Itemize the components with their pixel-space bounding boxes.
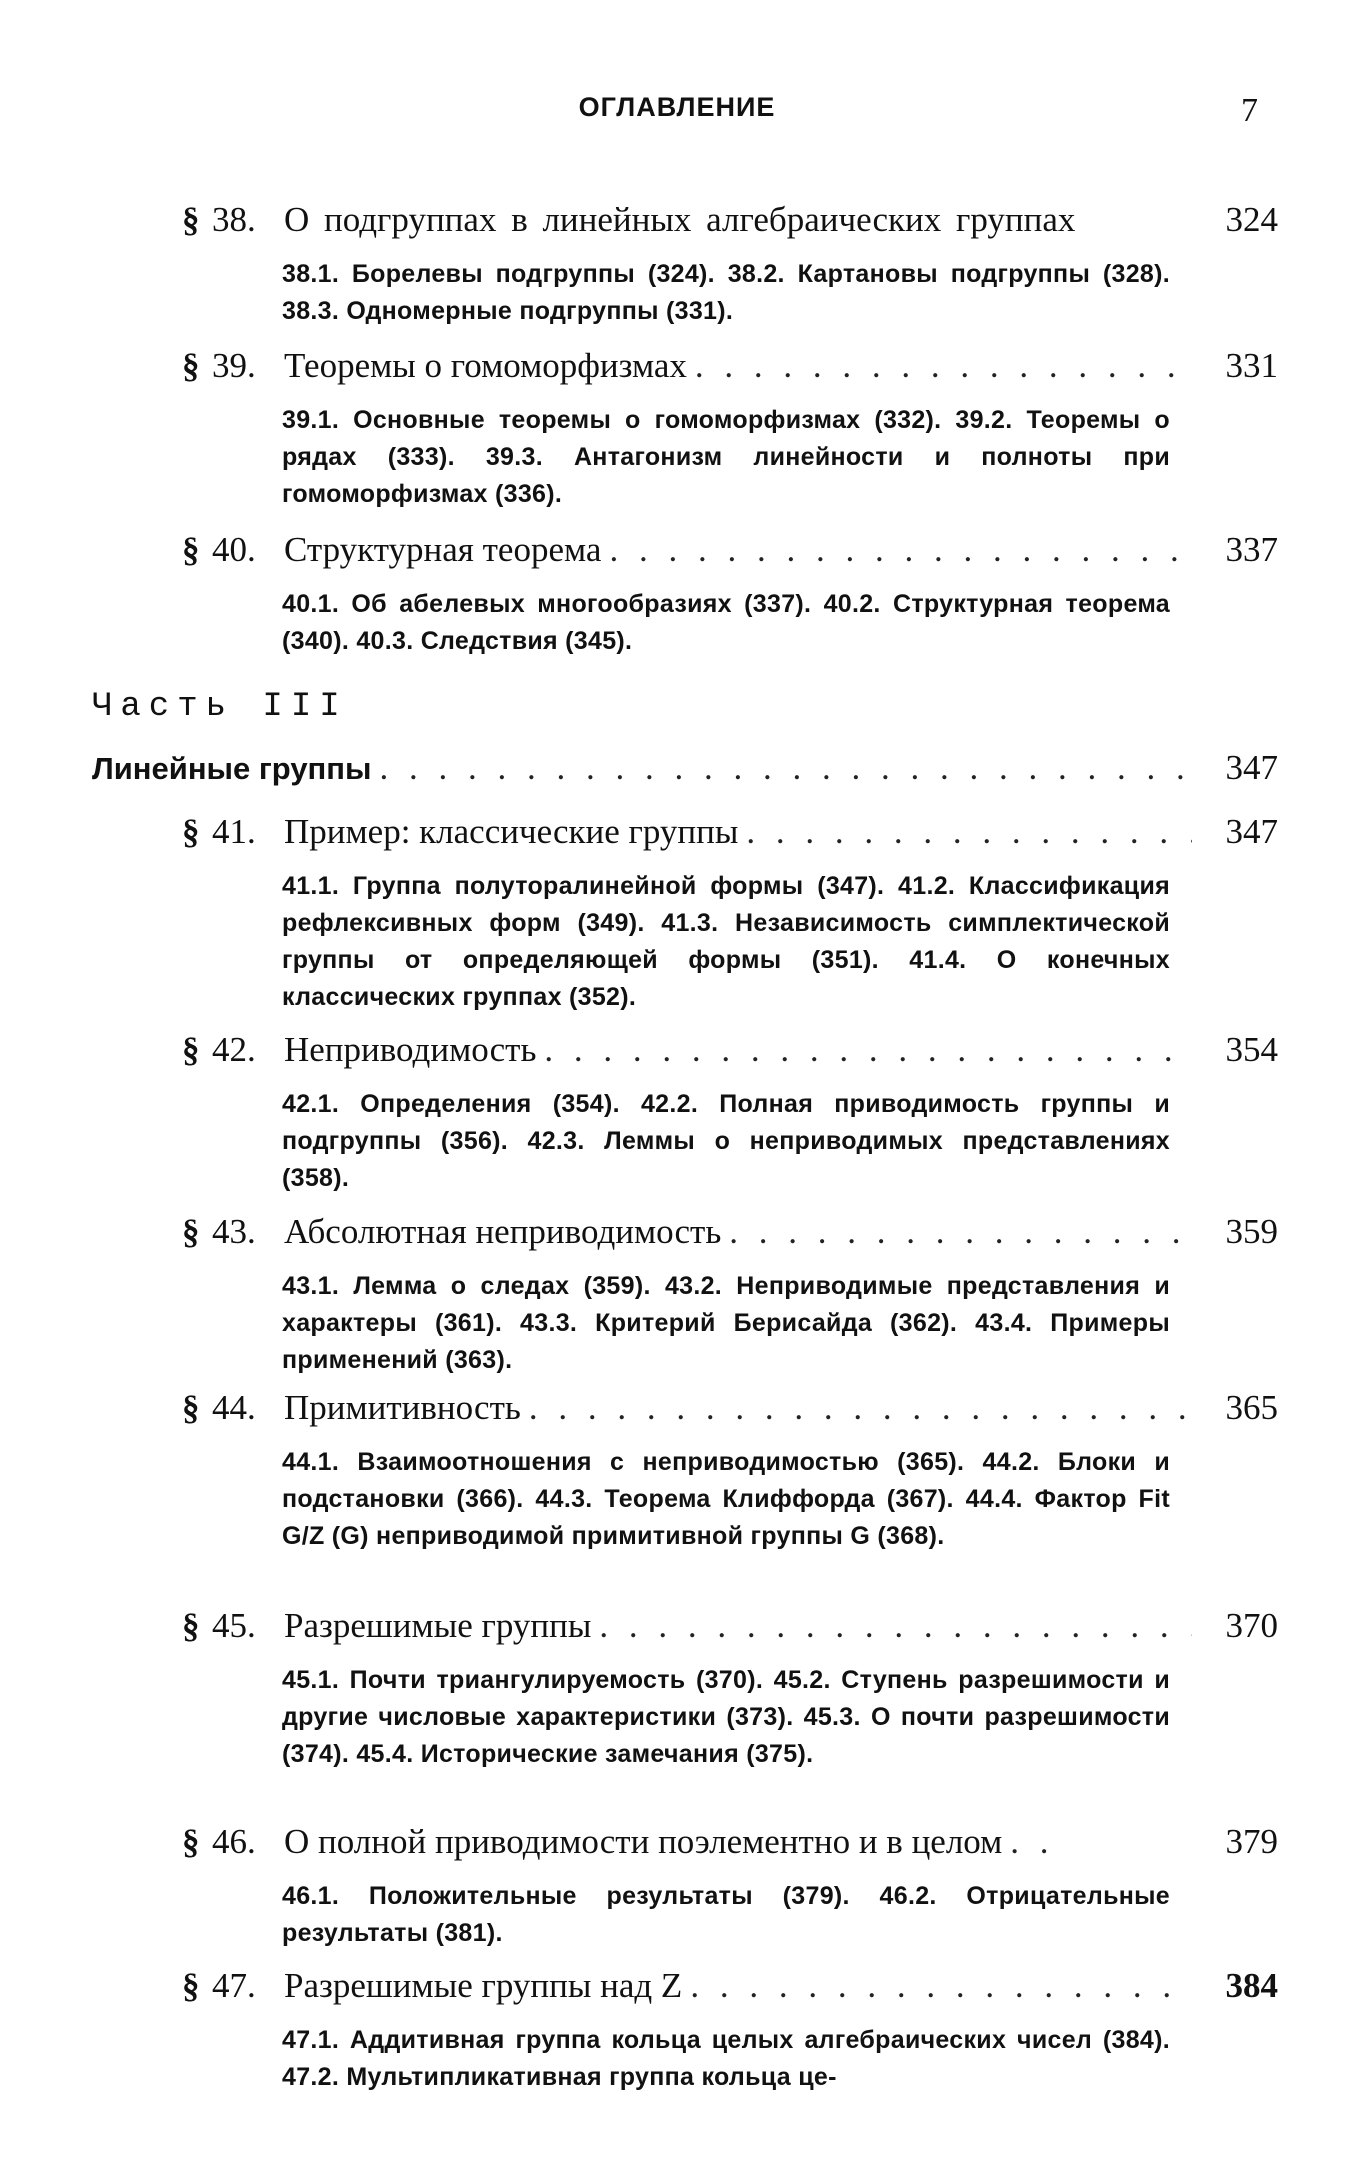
dot-leader [1010, 1822, 1070, 1862]
section-page: 331 [1225, 346, 1278, 385]
toc-entry-38[interactable] [182, 200, 1278, 240]
section-number: 45. [212, 1606, 256, 1645]
section-sign: § [182, 812, 200, 851]
section-sign: § [182, 1388, 200, 1427]
section-page: 365 [1225, 1388, 1278, 1427]
section-sign: § [182, 346, 200, 385]
section-number: 41. [212, 812, 256, 851]
dot-leader [529, 1388, 1192, 1428]
section-page: 384 [1225, 1966, 1278, 2005]
section-page: 324 [1225, 200, 1278, 239]
page-number: 7 [1241, 92, 1258, 129]
toc-subsections-43: 43.1. Лемма о следах (359). 43.2. Неприводимые представления и характеры (361). 43.3. Критерий Берисайда (362). 43.4. Примеры применений (363). [282, 1272, 1170, 1374]
toc-subsections-39: 39.1. Основные теоремы о гомоморфизмах (332). 39.2. Теоремы о рядах (333). 39.3. Антагонизм линейности и полноты при гомоморфизмах (336). [282, 406, 1170, 508]
toc-subsections-38: 38.1. Борелевы подгруппы (324). 38.2. Картановы подгруппы (328). 38.3. Одномерные подгруппы (331). [282, 260, 1170, 325]
section-title: Пример: классические группы [284, 812, 739, 851]
part-page: 347 [1225, 748, 1278, 787]
dot-leader [729, 1212, 1192, 1252]
section-page: 337 [1225, 530, 1278, 569]
running-header-title: ОГЛАВЛЕНИЕ [578, 92, 776, 122]
toc-entry-47[interactable] [182, 1966, 1278, 2006]
section-title: Структурная теорема [284, 530, 602, 569]
section-title: Примитивность [284, 1388, 521, 1427]
dot-leader [695, 346, 1192, 386]
toc-part-entry[interactable] [92, 748, 1278, 788]
section-title: Абсолютная неприводимость [284, 1212, 722, 1251]
section-page: 379 [1225, 1822, 1278, 1861]
dot-leader [544, 1030, 1192, 1070]
dot-leader [690, 1966, 1192, 2006]
toc-entry-44[interactable] [182, 1388, 1278, 1428]
section-number: 40. [212, 530, 256, 569]
section-sign: § [182, 1966, 200, 2005]
part-title: Линейные группы [92, 751, 372, 786]
toc-entry-39[interactable] [182, 346, 1278, 386]
section-page: 370 [1225, 1606, 1278, 1645]
section-title: Теоремы о гомоморфизмах [284, 346, 687, 385]
toc-entry-41[interactable] [182, 812, 1278, 852]
dot-leader [746, 812, 1192, 852]
section-number: 44. [212, 1388, 256, 1427]
toc-subsections-47: 47.1. Аддитивная группа кольца целых алгебраических чисел (384). 47.2. Мультипликативная группа кольца це- [282, 2026, 1170, 2091]
section-number: 38. [212, 200, 256, 239]
toc-subsections-45: 45.1. Почти триангулируемость (370). 45.2. Ступень разрешимости и другие числовые характеристики (373). 45.3. О почти разрешимости (374). 45.4. Исторические замечания (375). [282, 1666, 1170, 1768]
section-number: 42. [212, 1030, 256, 1069]
section-number: 47. [212, 1966, 256, 2005]
section-number: 46. [212, 1822, 256, 1861]
section-title: О полной приводимости поэлементно и в целом [284, 1822, 1003, 1861]
section-sign: § [182, 1030, 200, 1069]
section-sign: § [182, 200, 200, 239]
toc-entry-46[interactable] [182, 1822, 1278, 1862]
toc-subsections-41: 41.1. Группа полуторалинейной формы (347). 41.2. Классификация рефлексивных форм (349). 41.3. Независимость симплектической группы от определяющей формы (351). 41.4. О конечных классических группах (352). [282, 872, 1170, 1011]
section-page: 354 [1225, 1030, 1278, 1069]
section-title: Неприводимость [284, 1030, 537, 1069]
dot-leader [599, 1606, 1192, 1646]
section-page: 359 [1225, 1212, 1278, 1251]
toc-subsections-46: 46.1. Положительные результаты (379). 46.2. Отрицательные результаты (381). [282, 1882, 1170, 1947]
toc-entry-45[interactable] [182, 1606, 1278, 1646]
toc-subsections-42: 42.1. Определения (354). 42.2. Полная приводимость группы и подгруппы (356). 42.3. Леммы о неприводимых представлениях (358). [282, 1090, 1170, 1192]
toc-entry-42[interactable] [182, 1030, 1278, 1070]
section-sign: § [182, 530, 200, 569]
part-label: Часть III [92, 688, 348, 726]
section-title: Разрешимые группы над Z [284, 1966, 683, 2005]
dot-leader [379, 748, 1192, 788]
toc-entry-43[interactable] [182, 1212, 1278, 1252]
section-sign: § [182, 1606, 200, 1645]
dot-leader [609, 530, 1192, 570]
section-title: Разрешимые группы [284, 1606, 592, 1645]
section-number: 43. [212, 1212, 256, 1251]
section-sign: § [182, 1212, 200, 1251]
section-sign: § [182, 1822, 200, 1861]
toc-entry-40[interactable] [182, 530, 1278, 570]
section-number: 39. [212, 346, 256, 385]
section-page: 347 [1225, 812, 1278, 851]
section-title: О подгруппах в линейных алгебраических группах [284, 200, 1076, 239]
toc-subsections-40: 40.1. Об абелевых многообразиях (337). 40.2. Структурная теорема (340). 40.3. Следствия (345). [282, 590, 1170, 655]
toc-subsections-44: 44.1. Взаимоотношения с неприводимостью (365). 44.2. Блоки и подстановки (366). 44.3. Теорема Клиффорда (367). 44.4. Фактор Fit G/Z (G) неприводимой примитивной группы G (368). [282, 1448, 1170, 1550]
